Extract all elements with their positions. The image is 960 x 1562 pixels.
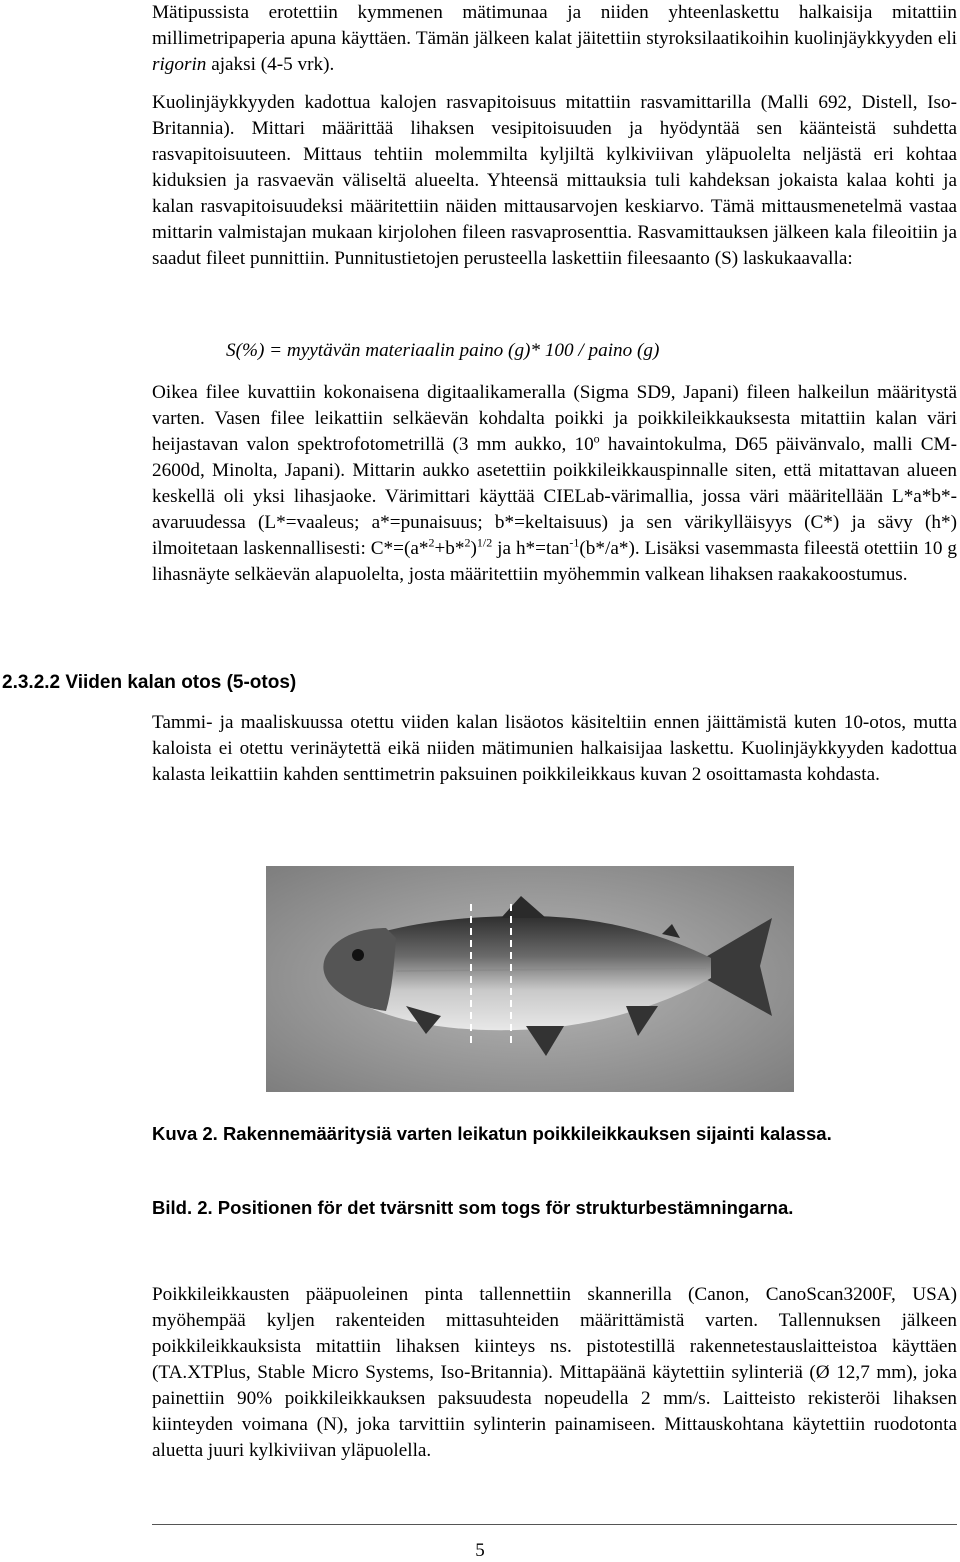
paragraph-text: )	[470, 538, 477, 559]
superscript: 1/2	[476, 535, 493, 550]
page-number: 5	[475, 1540, 485, 1561]
paragraph-text: +b*	[434, 538, 465, 559]
superscript: o	[593, 431, 600, 446]
section-heading: 2.3.2.2 Viiden kalan otos (5-otos)	[2, 672, 297, 693]
fillet-yield-formula: S(%) = myytävän materiaalin paino (g)* 100 / paino (g)	[226, 340, 660, 361]
paragraph-roe-measurement	[152, 0, 957, 78]
paragraph-fat-measurement: Kuolinjäykkyyden kadottua kalojen rasvapitoisuus mitattiin rasvamittarilla (Malli 692, Distell, Iso-Britannia). Mittari määrittää lihaksen vesipitoisuuden ja hyödyntää sen käänteistä suhdetta rasvapitoisuuteen. Mittaus tehtiin molemmilta kyljiltä kylkiviivan yläpuolelta neljästä eri kohtaa kiduksien ja rasvaevän väliseltä alueelta. Yhteensä mittauksia tuli kahdeksan jokaista kalaa kohti ja kalan rasvapitoisuudeksi määritettiin näiden mittausarvojen keskiarvo. Tämä mittausmenetelmä vastaa mittarin valmistajan mukaan kirjolohen fileen rasvaprosenttia. Rasvamittauksen jälkeen kala fileoitiin ja saadut fileet punnittiin. Punnitustietojen perusteella laskettiin fileesaanto (S) laskukaavalla:	[152, 92, 957, 269]
superscript: -1	[569, 535, 580, 550]
superscript: 2	[464, 535, 471, 550]
footer-rule	[152, 1524, 957, 1525]
paragraph-text: havaintokulma, D65 päivänvalo, malli CM-2600d, Minolta, Japani). Mittarin aukko asetettiin poikkileikkauspinnalle siten, että mitattavan alueen keskellä oli yksi lihasjaoke. Värimittari käyttää CIELab-värimallia, jossa väri määritellään L*a*b*-avaruudessa (L*=vaaleus; a*=punaisuus; b*=keltaisuus) ja sen värikylläisyys (C*) ja sävy (h*) ilmoitetaan laskennallisesti: C*=(a*	[152, 434, 957, 559]
paragraph-colour-measurement	[152, 380, 957, 588]
paragraph-text: ja h*=tan	[492, 538, 570, 559]
paragraph-text: ajaksi (4-5 vrk).	[206, 54, 335, 75]
paragraph-text: Mätipussista erotettiin kymmenen mätimunaa ja niiden yhteenlaskettu halkaisija mitattiin millimetripaperia apuna käyttäen. Tämän jälkeen kalat jäitettiin styroksilaatikoihin kuolinjäykkyyden eli	[152, 2, 957, 49]
figure-caption-swedish: Bild. 2. Positionen för det tvärsnitt som togs för strukturbestämningarna.	[152, 1197, 794, 1218]
paragraph-text: Oikea filee kuvattiin kokonaisena digitaalikameralla (Sigma SD9, Japani) fileen halkeilun määritystä varten. Vasen filee leikattiin selkäevän kohdalta poikki ja poikkileikkauksesta mitattiin kalan väri heijastavan valon spektrofotometrillä (3 mm aukko, 10	[152, 382, 957, 455]
superscript: 2	[428, 535, 435, 550]
figure-caption-finnish: Kuva 2. Rakennemääritysiä varten leikatun poikkileikkauksen sijainti kalassa.	[152, 1123, 832, 1144]
paragraph-cross-section-texture: Poikkileikkausten pääpuoleinen pinta tallennettiin skannerilla (Canon, CanoScan3200F, USA) myöhempää kyljen rakenteiden mittasuhteiden määrittämistä varten. Tallennuksen jälkeen poikkileikkauksista mitattiin lihaksen kiinteys ns. pistotestillä rakennetestauslaitteistoa käyttäen (TA.XTPlus, Stable Micro Systems, Iso-Britannia). Mittapäänä käytettiin sylinteriä (Ø 12,7 mm), joka painettiin 90% poikkileikkauksen paksuudesta nopeudella 2 mm/s. Laitteisto rekisteröi lihaksen kiinteyden voimana (N), joka tarvittiin sylinterin painamiseen. Mittauskohtana käytettiin ruodotonta aluetta juuri kylkiviivan yläpuolella.	[152, 1284, 957, 1461]
paragraph-text: (b*/a*). Lisäksi vasemmasta fileestä otettiin 10 g lihasnäyte selkäevän alapuolelta, josta määritettiin myöhemmin valkean lihaksen raakakoostumus.	[152, 538, 958, 585]
paragraph-five-fish-sample: Tammi- ja maaliskuussa otettu viiden kalan lisäotos käsiteltiin ennen jäittämistä kuten 10-otos, mutta kaloista ei otettu verinäytettä eikä niiden mätimunien halkaisijaa laskettu. Kuolinjäykkyyden kadottua kalasta leikattiin kahden senttimetrin paksuinen poikkileikkaus kuvan 2 osoittamasta kohdasta.	[152, 712, 957, 785]
rigor-term: rigorin	[152, 54, 207, 75]
fish-photo	[266, 866, 794, 1092]
